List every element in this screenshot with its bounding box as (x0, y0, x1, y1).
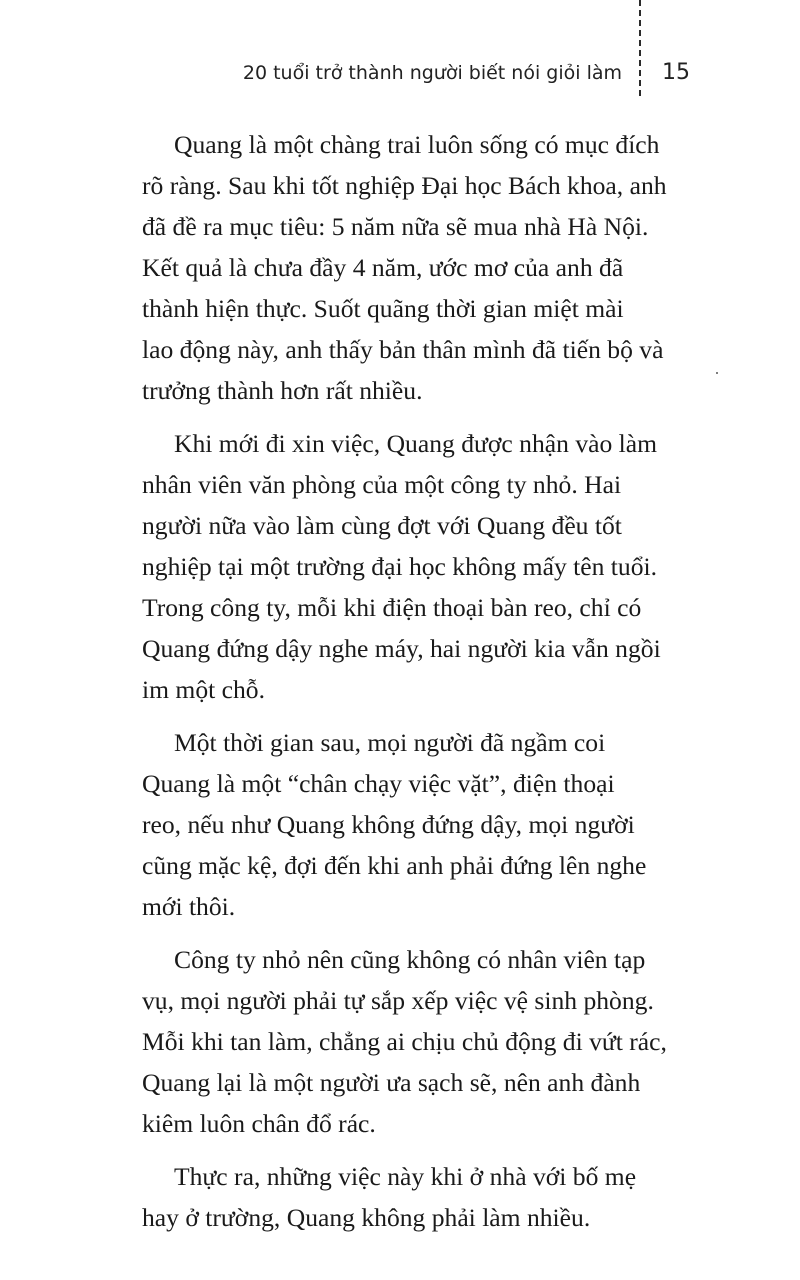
text-line: thành hiện thực. Suốt quãng thời gian miệt mài (142, 294, 624, 323)
text-line: Quang lại là một người ưa sạch sẽ, nên anh đành (142, 1068, 641, 1097)
header-divider (639, 0, 641, 96)
text-line: rõ ràng. Sau khi tốt nghiệp Đại học Bách khoa, anh (142, 171, 667, 200)
page-number: 15 (662, 60, 690, 85)
text-line: nghiệp tại một trường đại học không mấy tên tuổi. (142, 552, 658, 581)
paragraph-2 (142, 423, 660, 710)
paragraph-4 (142, 939, 667, 1144)
text-line: lao động này, anh thấy bản thân mình đã tiến bộ và (142, 335, 664, 364)
print-speck (716, 372, 718, 374)
text-line: Mỗi khi tan làm, chẳng ai chịu chủ động đi vứt rác, (142, 1027, 667, 1056)
text-line: trưởng thành hơn rất nhiều. (142, 376, 423, 405)
text-line: Quang là một chàng trai luôn sống có mục đích (174, 130, 660, 159)
text-line: hay ở trường, Quang không phải làm nhiều. (142, 1203, 591, 1232)
text-line: đã đề ra mục tiêu: 5 năm nữa sẽ mua nhà Hà Nội. (142, 212, 649, 241)
text-line: người nữa vào làm cùng đợt với Quang đều tốt (142, 511, 622, 540)
text-line: Khi mới đi xin việc, Quang được nhận vào làm (174, 429, 658, 458)
paragraph-1 (142, 124, 667, 411)
text-line: nhân viên văn phòng của một công ty nhỏ. Hai (142, 470, 622, 499)
paragraph-5 (142, 1156, 660, 1238)
text-line: im một chỗ. (142, 675, 265, 704)
paragraph-3 (142, 722, 660, 927)
text-line: reo, nếu như Quang không đứng dậy, mọi người (142, 810, 635, 839)
text-line: Một thời gian sau, mọi người đã ngầm coi (174, 728, 606, 757)
text-line: cũng mặc kệ, đợi đến khi anh phải đứng lên nghe (142, 851, 647, 880)
body-text (142, 124, 667, 1250)
text-line: Công ty nhỏ nên cũng không có nhân viên tạp (174, 945, 646, 974)
text-line: Quang là một “chân chạy việc vặt”, điện thoại (142, 769, 615, 798)
text-line: kiêm luôn chân đổ rác. (142, 1109, 376, 1138)
text-line: Trong công ty, mỗi khi điện thoại bàn reo, chỉ có (142, 593, 642, 622)
text-line: Thực ra, những việc này khi ở nhà với bố mẹ (174, 1162, 637, 1191)
text-line: vụ, mọi người phải tự sắp xếp việc vệ sinh phòng. (142, 986, 654, 1015)
text-line: Kết quả là chưa đầy 4 năm, ước mơ của anh đã (142, 253, 624, 282)
text-line: mới thôi. (142, 892, 236, 921)
running-title: 20 tuổi trở thành người biết nói giỏi làm (242, 62, 622, 84)
text-line: Quang đứng dậy nghe máy, hai người kia vẫn ngồi (142, 634, 661, 663)
